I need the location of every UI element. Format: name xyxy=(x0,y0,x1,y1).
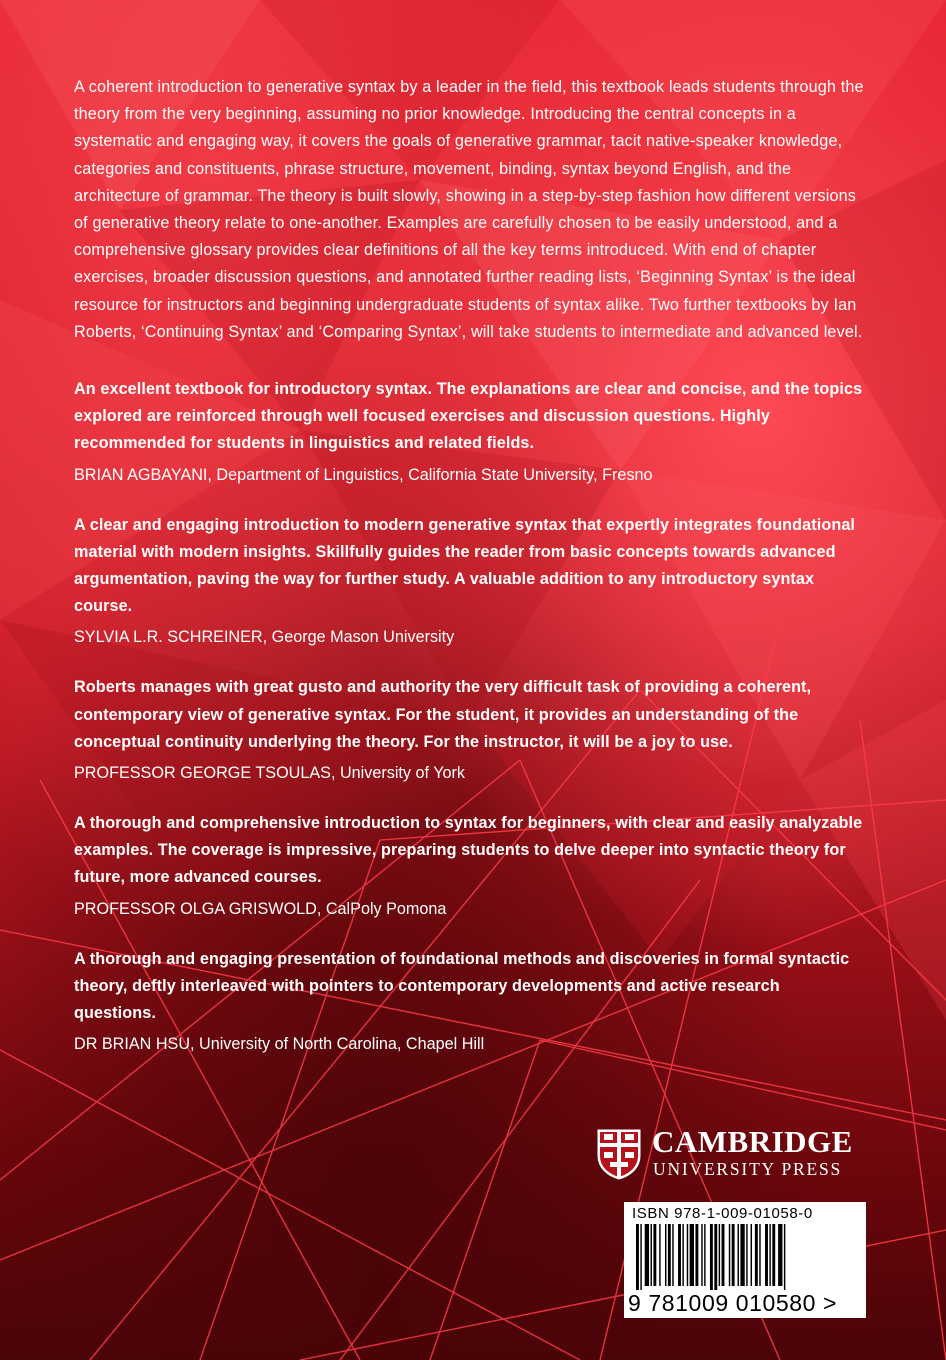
barcode-bar xyxy=(778,1224,782,1286)
barcode-digits: 9 781009 010580 > xyxy=(628,1290,838,1316)
endorsement xyxy=(74,512,864,649)
barcode-bar xyxy=(645,1224,649,1286)
endorsement-text: A thorough and engaging presentation of foundational methods and discoveries in formal syntactic theory, deftly interleaved with pointers to contemporary developments and active research questions. xyxy=(74,949,850,1023)
barcode-bar xyxy=(665,1224,666,1286)
barcode-bar xyxy=(668,1224,671,1286)
barcode-bar xyxy=(672,1224,673,1286)
barcode-bars xyxy=(634,1224,858,1290)
cambridge-shield-icon xyxy=(596,1128,642,1180)
barcode-bar xyxy=(755,1224,758,1286)
barcode-bar xyxy=(732,1224,735,1286)
endorsement xyxy=(74,674,864,784)
barcode-bar xyxy=(678,1224,681,1286)
barcode-bar xyxy=(772,1224,775,1286)
barcode-bar xyxy=(653,1224,656,1286)
barcode-bar xyxy=(729,1224,730,1286)
isbn-label: ISBN 978-1-009-01058-0 xyxy=(632,1205,813,1222)
barcode-bar xyxy=(719,1224,720,1286)
endorsement-author: PROFESSOR GEORGE TSOULAS, University of York xyxy=(74,764,466,783)
isbn-barcode xyxy=(624,1202,866,1318)
barcode-bar xyxy=(659,1224,660,1286)
endorsement-author: BRIAN AGBAYANI, Department of Linguistics, California State University, Fresno xyxy=(74,465,653,484)
barcode-bar xyxy=(704,1224,705,1286)
barcode-bar xyxy=(640,1224,641,1290)
publisher-name: CAMBRIDGE xyxy=(652,1124,853,1159)
barcode-bar xyxy=(759,1224,760,1286)
barcode-bar xyxy=(722,1224,725,1286)
barcode-bar xyxy=(746,1224,747,1286)
barcode-bar xyxy=(765,1224,768,1286)
endorsement-author: DR BRIAN HSU, University of North Carolina, Chapel Hill xyxy=(74,1035,485,1054)
barcode-bar xyxy=(701,1224,702,1286)
book-description: A coherent introduction to generative syntax by a leader in the field, this textbook leads students through the theory from the very beginning, assuming no prior knowledge. Introducing the central concepts in a systematic and engaging way, it covers the goals of generative grammar, tacit native-speaker knowledge, categories and constituents, phrase structure, movement, binding, syntax beyond English, and the architecture of grammar. The theory is built slowly, showing in a step-by-step fashion how different versions of generative theory relate to one-another. Examples are carefully chosen to be easily understood, and a comprehensive glossary provides clear definitions of all the key terms introduced. With end of chapter exercises, broader discussion questions, and annotated further reading lists, ‘Beginning Syntax’ is the ideal resource for instructors and beginning undergraduate students of syntax alike. Two further textbooks by Ian Roberts, ‘Continuing Syntax’ and ‘Comparing Syntax’, will take students to intermediate and advanced level. xyxy=(74,78,864,341)
barcode-bar xyxy=(695,1224,698,1286)
barcode-bar xyxy=(751,1224,752,1286)
barcode-bar xyxy=(784,1224,785,1290)
endorsement-text: Roberts manages with great gusto and authority the very difficult task of providing a coherent, contemporary view of generative syntax. For the student, it provides an understanding of the conceptual continuity underlying the theory. For the instructor, it will be a joy to use. xyxy=(74,678,812,751)
barcode-bar xyxy=(740,1224,744,1286)
barcode-bar xyxy=(769,1224,770,1286)
endorsement-text: A thorough and comprehensive introduction to syntax for beginners, with clear and easily analyzable examples. The coverage is impressive, preparing students to delve deeper into syntactic theory for future, more advanced courses. xyxy=(74,814,863,887)
endorsement-author: SYLVIA L.R. SCHREINER, George Mason University xyxy=(74,628,455,647)
barcode-bar xyxy=(690,1224,694,1286)
barcode-bar xyxy=(636,1224,639,1290)
publisher-subtitle: UNIVERSITY PRESS xyxy=(653,1159,843,1179)
barcode-bar xyxy=(710,1224,713,1290)
endorsement xyxy=(74,810,864,920)
endorsement-text: An excellent textbook for introductory syntax. The explanations are clear and concise, and the topics explored are reinforced through well focused exercises and discussion questions. Highly recommended for students in linguistics and related fields. xyxy=(74,380,863,453)
barcode-bar xyxy=(651,1224,652,1286)
endorsement-author: PROFESSOR OLGA GRISWOLD, CalPoly Pomona xyxy=(74,899,447,918)
endorsement xyxy=(74,376,864,486)
barcode-bar xyxy=(714,1224,717,1290)
back-cover-text xyxy=(74,74,864,1081)
barcode-bar xyxy=(738,1224,739,1286)
publisher-logo xyxy=(596,1124,876,1184)
endorsement-text: A clear and engaging introduction to modern generative syntax that expertly integrates foundational material with modern insights. Skillfully guides the reader from basic concepts towards advanced argumentation, paving the way for further study. A valuable addition to any introductory syntax course. xyxy=(74,515,856,616)
barcode-bar xyxy=(687,1224,688,1286)
barcode-bar xyxy=(682,1224,683,1286)
endorsement xyxy=(74,946,864,1056)
